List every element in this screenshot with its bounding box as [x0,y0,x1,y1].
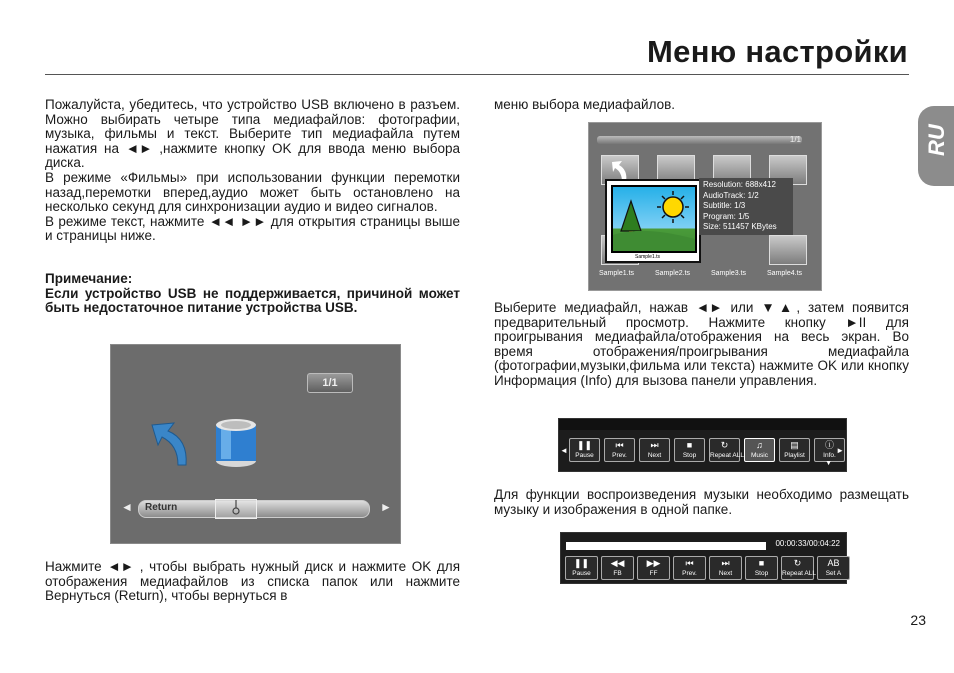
music-icon: ♫ [756,440,763,450]
paragraph-movies: В режиме «Фильмы» при использовании функции перемотки назад,перемотки вперед,аудио может быть остановлено на несколько секунд для синхронизации аудио и видео сигналов. [45,169,460,215]
stop-icon: ■ [686,440,693,450]
stop-button[interactable]: ■ Stop [745,556,778,580]
page-number: 23 [910,612,926,628]
panel-header [559,419,846,430]
file-tile[interactable] [769,235,807,265]
info-resolution: Resolution: 688x412 [703,180,776,189]
prev-button[interactable]: ⏮ Prev. [673,556,706,580]
file-info-panel [699,178,793,235]
info-subtitle: Subtitle: 1/3 [703,201,746,210]
fast-backward-button[interactable]: ◀◀ FB [601,556,634,580]
info-audiotrack: AudioTrack: 1/2 [703,190,759,200]
return-arrow-icon [146,419,196,467]
right-middle-text [494,301,909,389]
info-button[interactable]: ⓘ Info. [814,438,845,462]
file-browser-screenshot [588,122,822,291]
ab-repeat-icon: AB [827,558,840,568]
stop-icon: ■ [758,558,765,568]
file-name: Sample4.ts [767,270,803,277]
file-name: Sample2.ts [655,270,691,277]
disk-selector-highlight[interactable] [215,499,257,519]
landscape-image-icon [611,185,697,253]
repeat-all-button[interactable]: ↻ Repeat ALL [709,438,740,462]
repeat-icon: ↻ [720,440,729,450]
paragraph-media-types: Пожалуйста, убедитесь, что устройство USB включено в разъем. Можно выбирать четыре типа медиафайлов: фотографии, музыка, фильмы и текст. Выберите тип медиафайла путем нажатия на ◄► ,нажмите кнопку OK для ввода меню выбора диска. [45,97,460,171]
paragraph-select-file: Выберите медиафайл, нажав ◄► или ▼▲, затем появится предварительный просмотр. Нажмите кнопку ►II для проигрывания медиафайла/отображения на весь экран. Во время отображения/проигрывания медиафайла (фотографии,музыки,фильма или текста) нажмите OK или кнопку Информация (Info) для вызова панели управления. [494,300,909,388]
note-heading: Примечание: [45,271,133,286]
right-top-text [494,98,909,113]
paragraph-continued: меню выбора медиафайлов. [494,97,676,112]
tree-sun-icon [613,187,695,251]
playlist-button[interactable]: ▤ Playlist [779,438,810,462]
prev-button[interactable]: ⏮ Prev. [604,438,635,462]
repeat-icon: ↻ [793,558,802,568]
paragraph-text-mode: В режиме текст, нажмите ◄◄ ►► для открытия страницы выше и страницы ниже. [45,213,460,244]
paragraph-disk-select: Нажмите ◄► , чтобы выбрать нужный диск и нажмите OK для отображения медиафайлов из списка папок или нажмите Вернуться (Return), чтобы вернуться в [45,559,460,604]
page-indicator: 1/1 [307,373,353,393]
next-icon: ⏭ [650,440,659,450]
left-text-block [45,98,460,244]
paragraph-music-folder: Для функции воспроизведения музыки необходимо размещать музыку и изображения в одной папке. [494,487,909,517]
info-program: Program: 1/5 [703,211,750,221]
preview-caption: Sample1.ts [635,254,661,260]
page-title: Меню настройки [647,34,908,69]
fast-forward-button[interactable]: ▶▶ FF [637,556,670,580]
info-size: Size: 511457 KBytes [703,222,777,231]
pause-button[interactable]: ❚❚ Pause [565,556,598,580]
right-arrow-icon: ► [836,446,844,455]
control-panel-music [560,532,847,584]
down-arrow-icon: ▼ [825,460,832,467]
disk-select-screenshot [110,344,401,544]
pause-button[interactable]: ❚❚ Pause [569,438,600,462]
title-divider [45,74,909,75]
browser-top-bar [597,136,802,144]
rewind-icon: ◀◀ [610,558,625,568]
preview-window [605,179,701,263]
left-arrow-icon: ◄ [560,446,568,455]
browser-page-indicator: 1/1 [789,135,801,144]
next-button[interactable]: ⏭ Next [639,438,670,462]
language-tab-label: RU [924,124,949,156]
playlist-icon: ▤ [790,440,799,450]
right-lower-text [494,488,909,517]
info-icon: ⓘ [824,440,834,450]
language-tab [918,106,954,186]
repeat-all-button[interactable]: ↻ Repeat ALL [781,556,814,580]
usb-plug-icon [216,500,256,518]
return-label: Return [145,502,178,513]
note-block [45,272,460,316]
note-text: Если устройство USB не поддерживается, причиной может быть недостаточное питание устройства USB. [45,285,460,316]
prev-icon: ⏮ [615,440,624,450]
progress-bar[interactable] [566,542,766,550]
pause-icon: ❚❚ [576,440,593,450]
file-name: Sample3.ts [711,270,747,277]
set-a-button[interactable]: AB Set A [817,556,850,580]
disk-selection-bar[interactable] [138,500,370,518]
usb-disk-icon [213,417,259,469]
prev-icon: ⏮ [685,558,694,568]
playback-time: 00:00:33/00:04:22 [775,539,840,548]
control-panel-photo [558,418,847,472]
left-bottom-text [45,560,460,604]
music-button[interactable]: ♫ Music [744,438,775,462]
right-arrow-icon: ► [380,500,392,514]
file-name: Sample1.ts [599,270,635,277]
next-button[interactable]: ⏭ Next [709,556,742,580]
stop-button[interactable]: ■ Stop [674,438,705,462]
fast-forward-icon: ▶▶ [646,558,661,568]
next-icon: ⏭ [721,558,730,568]
left-arrow-icon: ◄ [121,500,133,514]
pause-icon: ❚❚ [573,558,590,568]
